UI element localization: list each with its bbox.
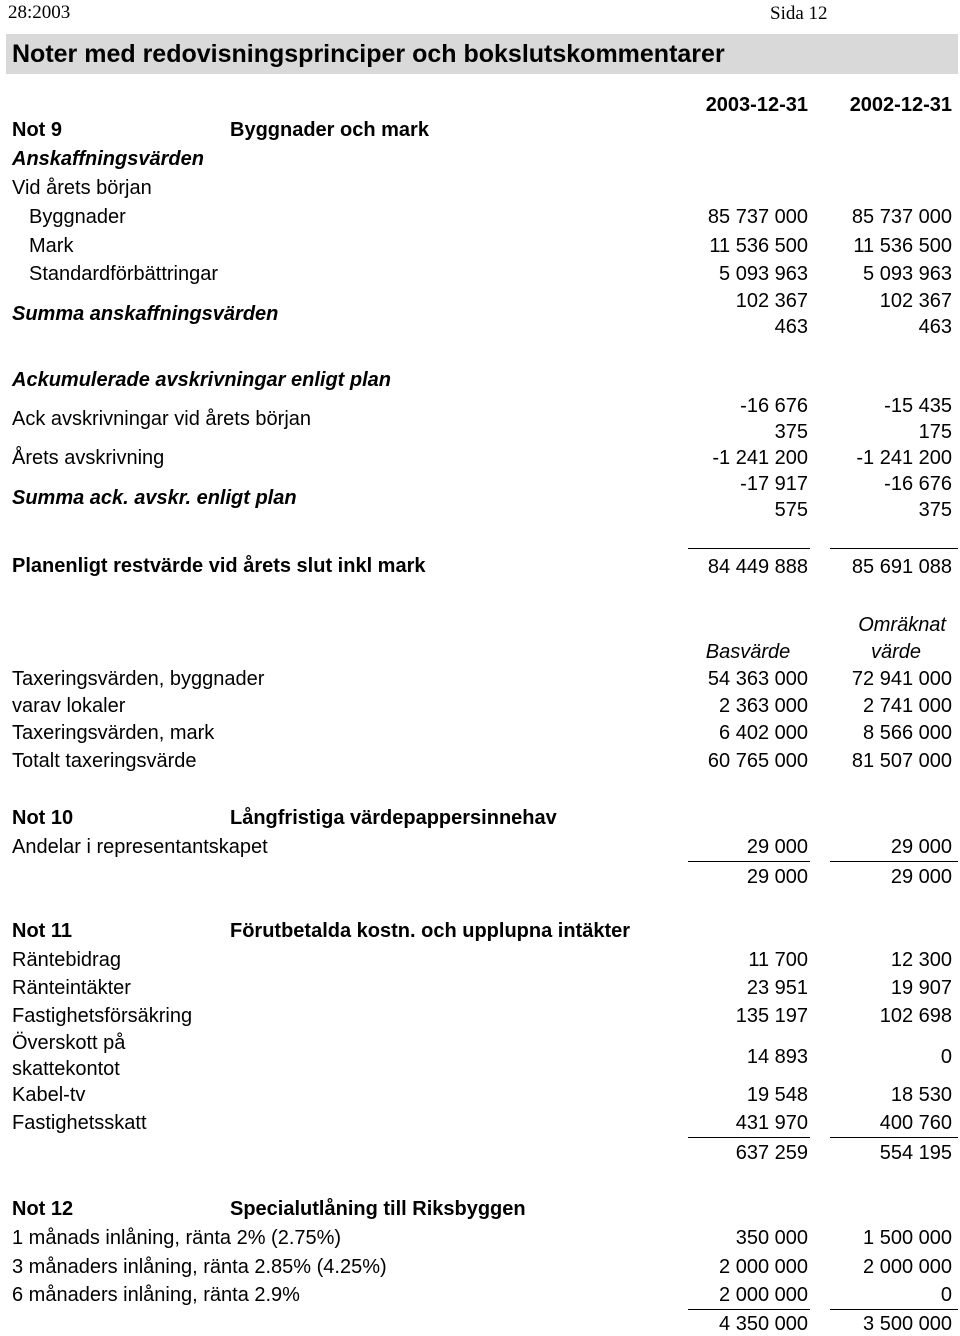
row-value-2002: 29 000 xyxy=(890,836,952,858)
ack-borjan-2003-line1: -16 676 xyxy=(740,395,808,417)
row-value-2002: 400 760 xyxy=(879,1112,952,1134)
row-value-2003: 2 000 000 xyxy=(719,1284,808,1306)
tax-header-basvarde: Basvärde xyxy=(705,641,791,663)
row-label: 6 månaders inlåning, ränta 2.9% xyxy=(12,1284,300,1306)
tax-row-omraknat: 72 941 000 xyxy=(851,668,952,690)
overskott-label-line1: Överskott på xyxy=(12,1032,126,1054)
row-value-2002: 85 737 000 xyxy=(851,206,952,228)
tax-row-omraknat: 8 566 000 xyxy=(863,722,952,744)
overskott-label-line2: skattekontot xyxy=(12,1058,120,1080)
tax-row-basvarde: 6 402 000 xyxy=(719,722,808,744)
row-value-2002: 5 093 963 xyxy=(863,263,952,285)
section-ackumulerade-avskrivningar: Ackumulerade avskrivningar enligt plan xyxy=(12,369,392,391)
row-value-2003: 29 000 xyxy=(746,836,808,858)
row-value-2003: 135 197 xyxy=(735,1005,808,1027)
ack-borjan-label: Ack avskrivningar vid årets början xyxy=(12,408,312,430)
row-value-2003: 23 951 xyxy=(746,977,808,999)
note-10-title: Långfristiga värdepappersinnehav xyxy=(230,807,557,829)
row-value-2002: 19 907 xyxy=(890,977,952,999)
rule xyxy=(830,861,958,862)
note-9-title: Byggnader och mark xyxy=(230,119,429,141)
row-value-2003: 350 000 xyxy=(735,1227,808,1249)
row-value-2003: 11 536 500 xyxy=(709,235,808,257)
tax-row-basvarde: 54 363 000 xyxy=(707,668,808,690)
row-value-2002: 12 300 xyxy=(890,949,952,971)
row-value-2003: 2 000 000 xyxy=(719,1256,808,1278)
summa-anskaffningsvarden-label: Summa anskaffningsvärden xyxy=(12,303,279,325)
tax-row-label: Taxeringsvärden, mark xyxy=(12,722,215,744)
tax-row-omraknat: 81 507 000 xyxy=(851,750,952,772)
tax-row-basvarde: 60 765 000 xyxy=(707,750,808,772)
note-11-total-2002: 554 195 xyxy=(879,1142,952,1164)
column-header-2003: 2003-12-31 xyxy=(705,94,808,116)
rule xyxy=(830,1137,958,1138)
page-title: Noter med redovisningsprinciper och bokslutskommentarer xyxy=(12,40,725,68)
summa-ack-2003-line2: 575 xyxy=(774,499,808,521)
note-12-title: Specialutlåning till Riksbyggen xyxy=(230,1198,526,1220)
row-value-2002: 11 536 500 xyxy=(853,235,952,257)
tax-header-varde: värde xyxy=(870,641,922,663)
row-label: 3 månaders inlåning, ränta 2.85% (4.25%) xyxy=(12,1256,387,1278)
document-code: 28:2003 xyxy=(8,2,71,23)
row-label: Räntebidrag xyxy=(12,949,121,971)
row-value-2002: 102 698 xyxy=(879,1005,952,1027)
row-label: Fastighetsskatt xyxy=(12,1112,147,1134)
note-9-number: Not 9 xyxy=(12,119,62,141)
summa-ack-2003-line1: -17 917 xyxy=(740,473,808,495)
row-label: Ränteintäkter xyxy=(12,977,131,999)
row-value-2003: 5 093 963 xyxy=(719,263,808,285)
summa-ack-2002-line2: 375 xyxy=(918,499,952,521)
note-11-number: Not 11 xyxy=(12,920,73,942)
note-12-number: Not 12 xyxy=(12,1198,74,1220)
ack-borjan-2003-line2: 375 xyxy=(774,421,808,443)
note-10-number: Not 10 xyxy=(12,807,74,829)
arets-avskrivning-2003: -1 241 200 xyxy=(712,447,808,469)
rule xyxy=(688,1137,810,1138)
row-label: Fastighetsförsäkring xyxy=(12,1005,193,1027)
note-12-total-2002: 3 500 000 xyxy=(863,1313,952,1335)
rule xyxy=(688,548,810,549)
summa-ansk-2003-line1: 102 367 xyxy=(735,290,808,312)
note-10-total-2003: 29 000 xyxy=(746,866,808,888)
row-label: Mark xyxy=(29,235,74,257)
row-value-2003: 11 700 xyxy=(748,949,808,971)
tax-row-label: Totalt taxeringsvärde xyxy=(12,750,197,772)
row-value-2003: 431 970 xyxy=(735,1112,808,1134)
overskott-2002: 0 xyxy=(940,1046,952,1068)
row-label: Andelar i representantskapet xyxy=(12,836,268,858)
summa-ansk-2002-line1: 102 367 xyxy=(879,290,952,312)
ack-borjan-2002-line1: -15 435 xyxy=(884,395,952,417)
row-value-2003: 19 548 xyxy=(746,1084,808,1106)
tax-row-label: varav lokaler xyxy=(12,695,126,717)
tax-row-label: Taxeringsvärden, byggnader xyxy=(12,668,265,690)
summa-ansk-2003-line2: 463 xyxy=(774,316,808,338)
page-number: Sida 12 xyxy=(770,3,828,24)
tax-header-omraknat: Omräknat xyxy=(858,614,946,636)
row-label: Kabel-tv xyxy=(12,1084,86,1106)
arets-avskrivning-2002: -1 241 200 xyxy=(856,447,952,469)
row-value-2002: 0 xyxy=(940,1284,952,1306)
row-label: 1 månads inlåning, ränta 2% (2.75%) xyxy=(12,1227,342,1249)
section-anskaffningsvarden: Anskaffningsvärden xyxy=(12,148,204,170)
row-label: Byggnader xyxy=(29,206,126,228)
rule xyxy=(830,548,958,549)
arets-avskrivning-label: Årets avskrivning xyxy=(12,447,165,469)
note-12-total-2003: 4 350 000 xyxy=(719,1313,808,1335)
row-value-2002: 18 530 xyxy=(890,1084,952,1106)
label-vid-arets-borjan: Vid årets början xyxy=(12,177,152,199)
rule xyxy=(688,861,810,862)
planenligt-2003: 84 449 888 xyxy=(707,556,808,578)
rule xyxy=(688,1309,810,1310)
row-value-2003: 85 737 000 xyxy=(707,206,808,228)
planenligt-2002: 85 691 088 xyxy=(851,556,952,578)
overskott-2003: 14 893 xyxy=(746,1046,808,1068)
summa-ack-label: Summa ack. avskr. enligt plan xyxy=(12,487,297,509)
summa-ack-2002-line1: -16 676 xyxy=(884,473,952,495)
rule xyxy=(830,1309,958,1310)
row-value-2002: 1 500 000 xyxy=(863,1227,952,1249)
row-label: Standardförbättringar xyxy=(29,263,219,285)
planenligt-restvarde-label: Planenligt restvärde vid årets slut inkl mark xyxy=(12,555,426,577)
column-header-2002: 2002-12-31 xyxy=(849,94,952,116)
note-11-total-2003: 637 259 xyxy=(735,1142,808,1164)
tax-row-omraknat: 2 741 000 xyxy=(863,695,952,717)
note-11-title: Förutbetalda kostn. och upplupna intäkter xyxy=(230,920,631,942)
summa-ansk-2002-line2: 463 xyxy=(918,316,952,338)
row-value-2002: 2 000 000 xyxy=(863,1256,952,1278)
note-10-total-2002: 29 000 xyxy=(890,866,952,888)
ack-borjan-2002-line2: 175 xyxy=(918,421,952,443)
tax-row-basvarde: 2 363 000 xyxy=(719,695,808,717)
